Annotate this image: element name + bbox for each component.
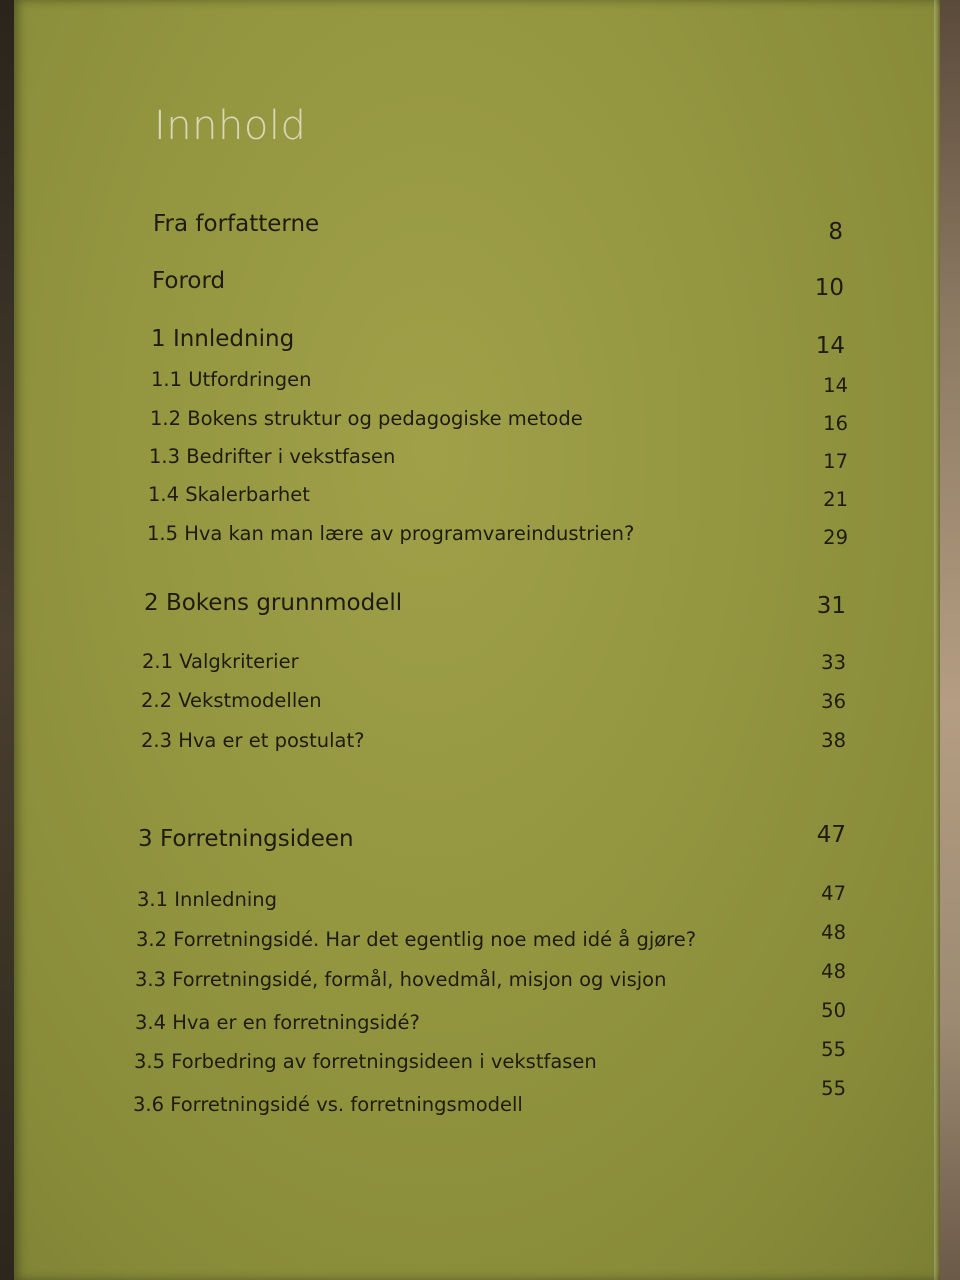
background-left-edge xyxy=(0,0,14,1280)
toc-entry-label: 2 Bokens grunnmodell xyxy=(144,590,403,616)
toc-entry-label: Forord xyxy=(152,268,226,294)
toc-entry-page: 55 xyxy=(821,1038,846,1061)
toc-entry-page: 47 xyxy=(821,882,846,905)
toc-entry-page: 38 xyxy=(821,729,846,752)
toc-entry-page: 17 xyxy=(823,450,848,473)
toc-entry-page: 47 xyxy=(816,822,846,848)
toc-entry-page: 31 xyxy=(816,593,846,619)
toc-entry-label: 3 Forretningsideen xyxy=(138,826,354,852)
book-page xyxy=(14,0,940,1280)
toc-entry-page: 33 xyxy=(821,651,846,674)
toc-entry-label: 1.3 Bedrifter i vekstfasen xyxy=(149,445,396,468)
toc-entry-label: 2.1 Valgkriterier xyxy=(142,650,299,673)
toc-entry-page: 14 xyxy=(823,374,848,397)
toc-entry-page: 48 xyxy=(821,921,846,944)
toc-entry-label: 1.2 Bokens struktur og pedagogiske metode xyxy=(150,407,583,430)
toc-entry-label: 3.1 Innledning xyxy=(137,888,277,911)
toc-entry-page: 36 xyxy=(821,690,846,713)
toc-entry-page: 55 xyxy=(821,1077,846,1100)
toc-entry-label: 1.4 Skalerbarhet xyxy=(148,483,310,506)
toc-entry-label: 3.5 Forbedring av forretningsideen i vekstfasen xyxy=(134,1050,597,1073)
toc-title: Innhold xyxy=(154,103,307,149)
toc-entry-page: 16 xyxy=(823,412,848,435)
toc-entry-label: 2.3 Hva er et postulat? xyxy=(141,729,365,752)
toc-entry-page: 8 xyxy=(828,219,843,245)
toc-entry-label: 1 Innledning xyxy=(151,326,295,352)
toc-entry-label: 3.4 Hva er en forretningsidé? xyxy=(135,1011,420,1034)
toc-entry-label: 1.1 Utfordringen xyxy=(151,368,312,391)
toc-entry-label: 2.2 Vekstmodellen xyxy=(141,689,322,712)
toc-entry-label: Fra forfatterne xyxy=(153,211,320,237)
toc-entry-page: 29 xyxy=(823,526,848,549)
toc-entry-page: 48 xyxy=(821,960,846,983)
toc-entry-label: 3.6 Forretningsidé vs. forretningsmodell xyxy=(133,1093,523,1116)
toc-entry-page: 50 xyxy=(821,999,846,1022)
toc-entry-page: 21 xyxy=(823,488,848,511)
toc-entry-label: 1.5 Hva kan man lære av programvareindustrien? xyxy=(147,522,635,545)
toc-entry-label: 3.3 Forretningsidé, formål, hovedmål, misjon og visjon xyxy=(135,968,667,991)
toc-entry-label: 3.2 Forretningsidé. Har det egentlig noe med idé å gjøre? xyxy=(136,928,697,951)
toc-entry-page: 14 xyxy=(815,333,845,359)
toc-entry-page: 10 xyxy=(814,275,844,301)
